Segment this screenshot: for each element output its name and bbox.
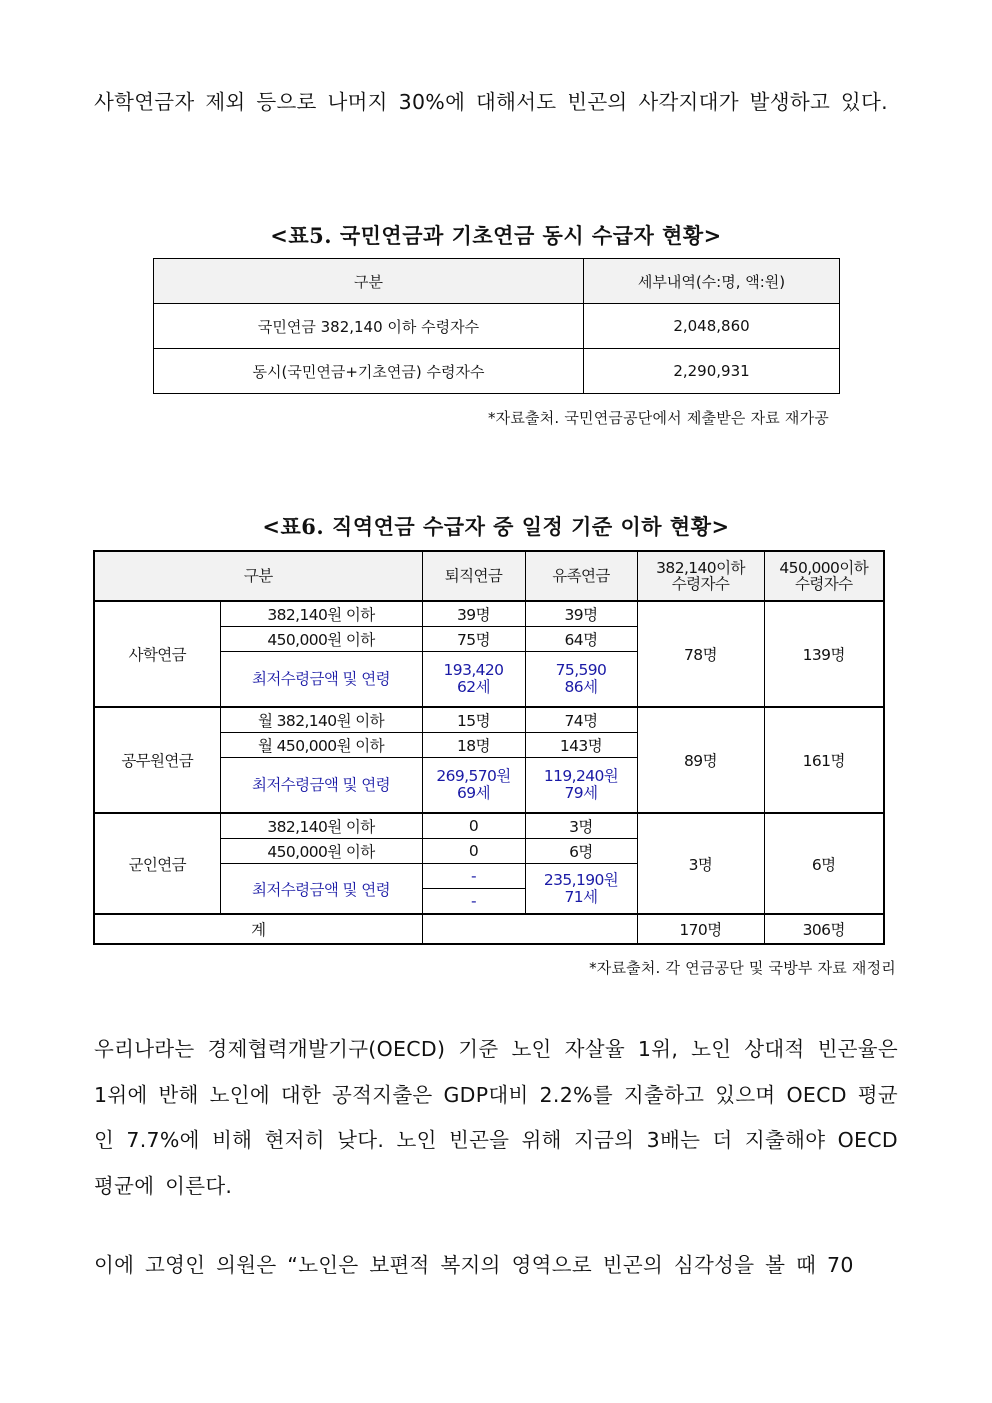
min-retire-cell [422,758,525,814]
table5-cell: 2,290,931 [584,349,840,394]
table5-header-detail: 세부내역(수:명, 액:원) [584,259,840,304]
header-line: 수령자수 [671,575,730,593]
min-label: 최저수령금액 및 연령 [220,864,422,915]
table-row [154,304,840,349]
under450-cell: 6명 [764,813,884,914]
total-label: 계 [94,914,422,944]
min-survivor-cell [525,652,637,708]
survivor-cell: 6명 [525,839,637,864]
retire-cell: 75명 [422,627,525,652]
min-survivor-cell [525,758,637,814]
total-under450: 306명 [764,914,884,944]
body-paragraph-continued: 이에 고영인 의원은 “노인은 보편적 복지의 영역으로 빈곤의 심각성을 볼 때 70 [94,1253,854,1277]
table-row [94,813,884,839]
table5-cell: 동시(국민연금+기초연금) 수령자수 [154,349,584,394]
row-label: 월 382,140원 이하 [220,707,422,733]
retire-cell: 39명 [422,601,525,627]
table6-header-category: 구분 [94,551,422,601]
table6-source: *자료출처. 각 연금공단 및 국방부 자료 재정리 [589,959,896,977]
min-value: 235,190원 [543,870,619,889]
table-row [94,707,884,733]
table6-header-retire: 퇴직연금 [422,551,525,601]
survivor-cell: 39명 [525,601,637,627]
table5-cell: 2,048,860 [584,304,840,349]
row-label: 382,140원 이하 [220,813,422,839]
table-row [154,349,840,394]
survivor-cell: 74명 [525,707,637,733]
under382-cell: 3명 [637,813,764,914]
table5-source: *자료출처. 국민연금공단에서 제출받은 자료 재가공 [487,409,829,427]
header-line: 382,140이하 [656,559,745,577]
min-survivor-cell [525,864,637,915]
retire-cell: 15명 [422,707,525,733]
min-label: 최저수령금액 및 연령 [220,758,422,814]
table-row-total [94,914,884,944]
min-value: 269,570원 [436,767,511,785]
group-name: 군인연금 [94,813,220,914]
under382-cell: 78명 [637,601,764,707]
retire-cell: 0 [422,839,525,864]
under450-cell: 139명 [764,601,884,707]
retire-cell: 0 [422,813,525,839]
table6 [93,550,885,945]
min-age: 62세 [457,678,490,696]
under450-cell: 161명 [764,707,884,813]
body-paragraph: 우리나라는 경제협력개발기구(OECD) 기준 노인 자살율 1위, 노인 상대적 빈곤율은 1위에 반해 노인에 대한 공적지출은 GDP대비 2.2%를 지출하고 있으며 OECD 평균인 7.7%에 비해 현저히 낮다. 노인 빈곤을 위해 지금의 3배는 더 지출해야 OECD 평균에 이른다. [94,1037,898,1198]
table5-header-category: 구분 [154,259,584,304]
row-label: 450,000원 이하 [220,627,422,652]
under382-cell: 89명 [637,707,764,813]
table5-caption: <표5. 국민연금과 기초연금 동시 수급자 현황> [270,223,722,248]
intro-paragraph: 사학연금자 제외 등으로 나머지 30%에 대해서도 빈곤의 사각지대가 발생하고 있다. [94,90,888,114]
min-age: 86세 [564,678,598,696]
min-retire-cell [422,652,525,708]
row-label: 450,000원 이하 [220,839,422,864]
row-label: 월 450,000원 이하 [220,733,422,758]
survivor-cell: 64명 [525,627,637,652]
table5 [153,258,840,394]
table6-header-under450 [764,551,884,601]
table6-header-under382 [637,551,764,601]
row-label: 382,140원 이하 [220,601,422,627]
min-value: 193,420 [443,661,504,679]
header-line: 450,000이하 [779,559,869,577]
min-value: 119,240원 [543,767,619,785]
min-retire-cell: - [422,889,525,915]
table6-caption: <표6. 직역연금 수급자 중 일정 기준 이하 현황> [262,514,730,539]
group-name: 공무원연금 [94,707,220,813]
survivor-cell: 143명 [525,733,637,758]
min-label: 최저수령금액 및 연령 [220,652,422,708]
min-age: 79세 [564,784,598,802]
retire-cell: 18명 [422,733,525,758]
min-retire-cell: - [422,864,525,889]
survivor-cell: 3명 [525,813,637,839]
table-row [94,601,884,627]
table5-cell: 국민연금 382,140 이하 수령자수 [154,304,584,349]
group-name: 사학연금 [94,601,220,707]
total-under382: 170명 [637,914,764,944]
header-line: 수령자수 [795,575,853,593]
table6-header-survivor: 유족연금 [525,551,637,601]
total-blank [422,914,637,944]
min-age: 71세 [564,887,598,906]
min-value: 75,590 [555,661,607,679]
min-age: 69세 [457,784,490,802]
